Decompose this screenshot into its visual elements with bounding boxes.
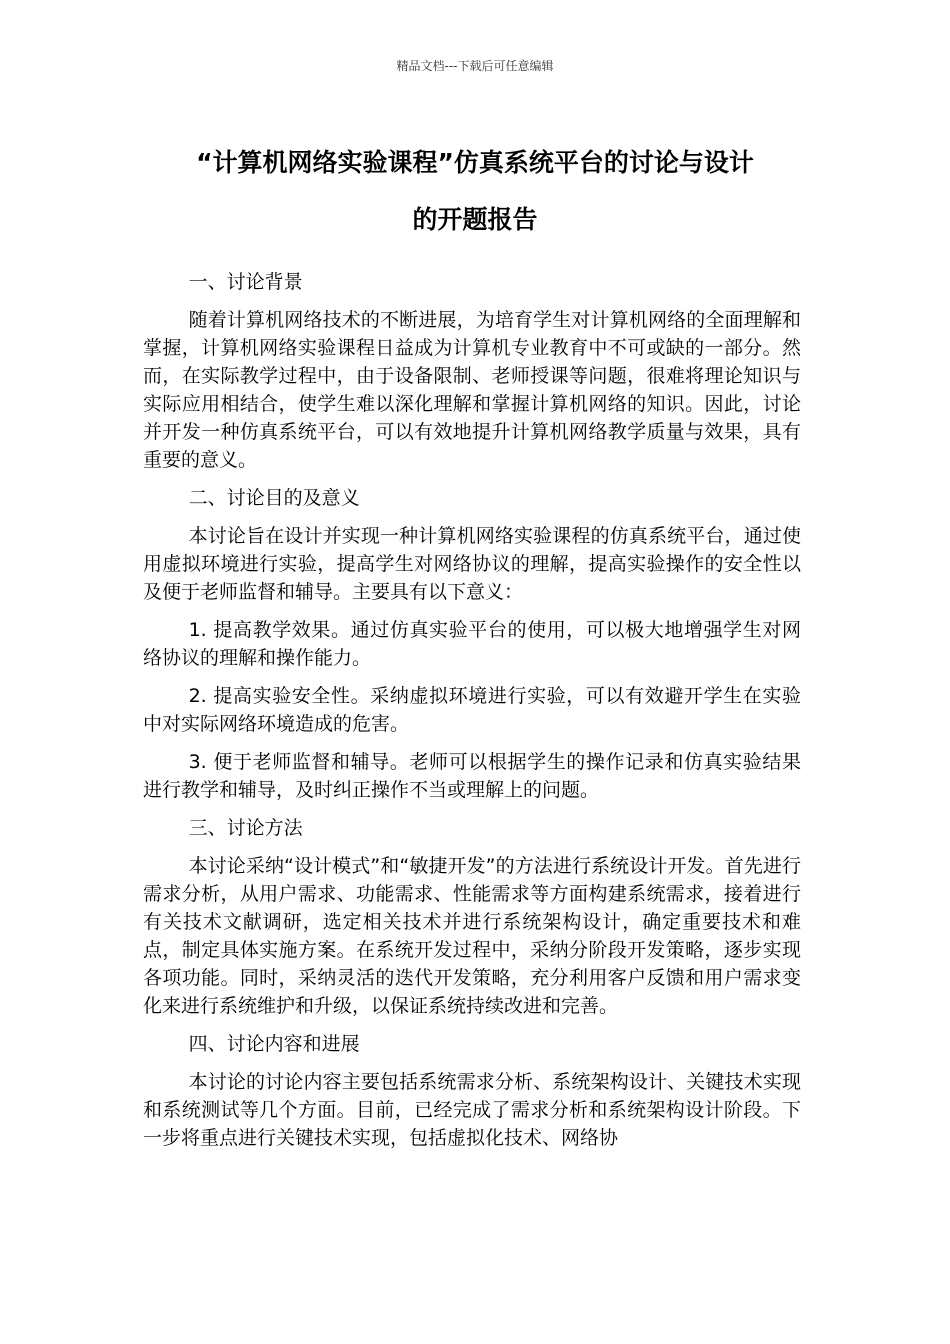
paragraph-purpose-item-3: 3. 便于老师监督和辅导。老师可以根据学生的操作记录和仿真实验结果进行教学和辅导，及时纠正操作不当或理解上的问题。 — [143, 751, 801, 801]
page-header: 精品文档---下载后可任意编辑 — [396, 59, 554, 73]
paragraph-purpose-item-2: 2. 提高实验安全性。采纳虚拟环境进行实验，可以有效避开学生在实验中对实际网络环境造成的危害。 — [143, 685, 801, 735]
document-title — [140, 134, 810, 248]
document-title-line-1: “计算机网络实验课程”仿真系统平台的讨论与设计 — [196, 148, 754, 177]
section-heading-content-progress: 四、讨论内容和进展 — [188, 1033, 360, 1055]
paragraph-background: 随着计算机网络技术的不断进展，为培育学生对计算机网络的全面理解和掌握，计算机网络实验课程日益成为计算机专业教育中不可或缺的一部分。然而，在实际教学过程中，由于设备限制、老师授课等问题，很难将理论知识与实际应用相结合，使学生难以深化理解和掌握计算机网络的知识。因此，讨论并开发一种仿真系统平台，可以有效地提升计算机网络教学质量与效果，具有重要的意义。 — [143, 309, 801, 471]
paragraph-purpose-intro: 本讨论旨在设计并实现一种计算机网络实验课程的仿真系统平台，通过使用虚拟环境进行实验，提高学生对网络协议的理解，提高实验操作的安全性以及便于老师监督和辅导。主要具有以下意义： — [143, 525, 801, 603]
section-heading-purpose: 二、讨论目的及意义 — [188, 487, 360, 509]
document-body — [143, 268, 801, 1162]
document-title-line-2: 的开题报告 — [412, 205, 538, 234]
section-heading-method: 三、讨论方法 — [188, 817, 303, 839]
section-heading-background: 一、讨论背景 — [188, 271, 303, 293]
paragraph-content-progress: 本讨论的讨论内容主要包括系统需求分析、系统架构设计、关键技术实现和系统测试等几个方面。目前，已经完成了需求分析和系统架构设计阶段。下一步将重点进行关键技术实现，包括虚拟化技术、网络协 — [143, 1071, 801, 1149]
paragraph-purpose-item-1: 1. 提高教学效果。通过仿真实验平台的使用，可以极大地增强学生对网络协议的理解和操作能力。 — [143, 619, 801, 669]
paragraph-method: 本讨论采纳“设计模式”和“敏捷开发”的方法进行系统设计开发。首先进行需求分析，从用户需求、功能需求、性能需求等方面构建系统需求，接着进行有关技术文献调研，选定相关技术并进行系统架构设计，确定重要技术和难点，制定具体实施方案。在系统开发过程中，采纳分阶段开发策略，逐步实现各项功能。同时，采纳灵活的迭代开发策略，充分利用客户反馈和用户需求变化来进行系统维护和升级，以保证系统持续改进和完善。 — [143, 855, 801, 1017]
